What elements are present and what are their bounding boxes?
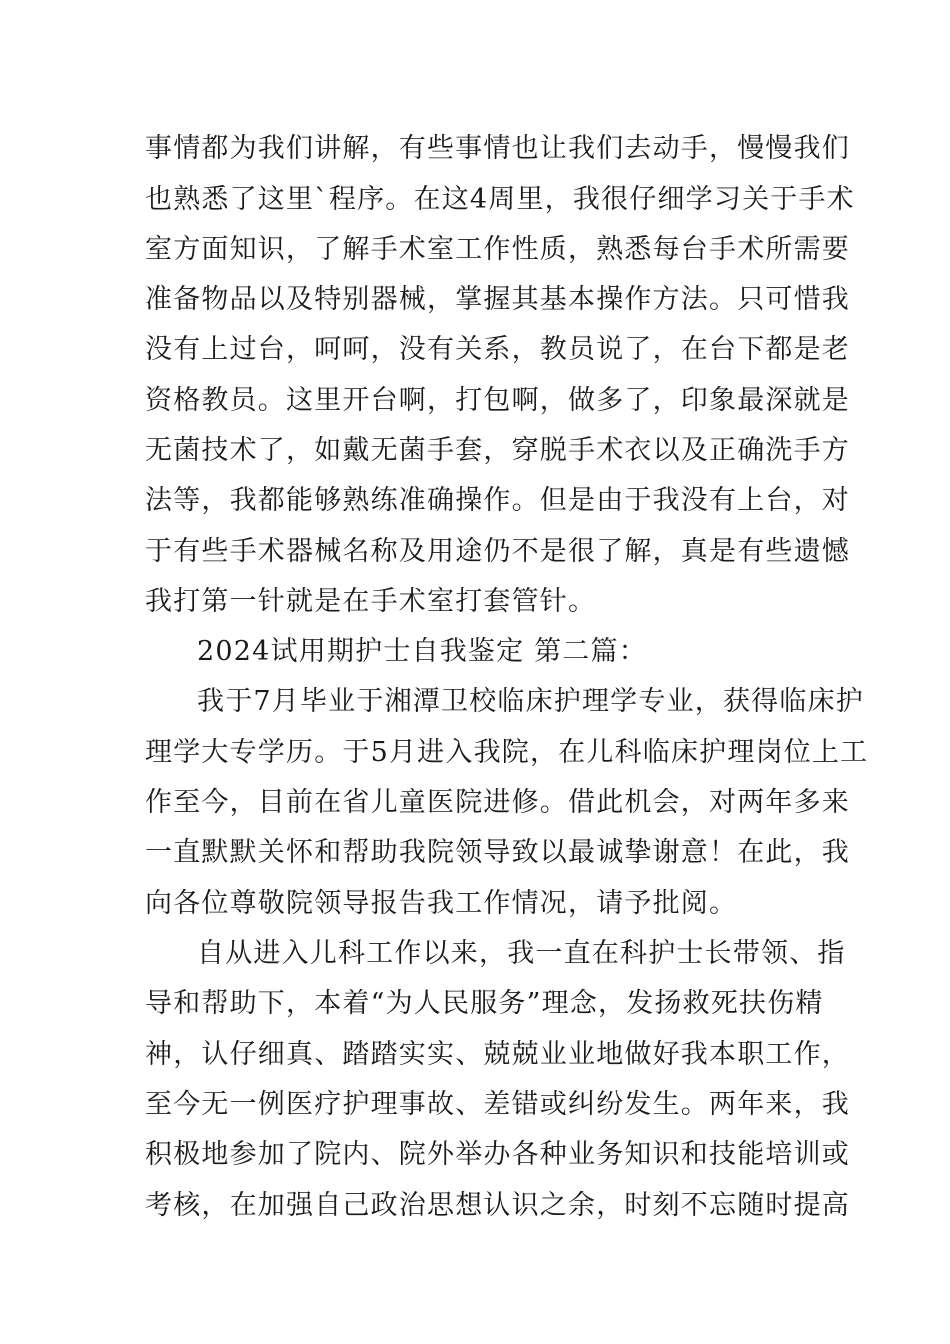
text-line: 积极地参加了院内、院外举办各种业务知识和技能培训或 xyxy=(145,1139,850,1170)
text-line: 准备物品以及特别器械，掌握其基本操作方法。只可惜我 xyxy=(145,284,850,315)
text-line: 神，认仔细真、踏踏实实、兢兢业业地做好我本职工作， xyxy=(145,1039,850,1070)
text-line: 我于7月毕业于湘潭卫校临床护理学专业，获得临床护 xyxy=(197,686,864,717)
section-heading: 2024试用期护士自我鉴定 第二篇： xyxy=(197,636,647,667)
text-line: 自从进入儿科工作以来，我一直在科护士长带领、指 xyxy=(197,938,846,969)
text-line: 资格教员。这里开台啊，打包啊，做多了，印象最深就是 xyxy=(145,385,850,416)
text-line: 法等，我都能够熟练准确操作。但是由于我没有上台，对 xyxy=(145,485,850,516)
text-line: 作至今，目前在省儿童医院进修。借此机会，对两年多来 xyxy=(145,787,850,818)
text-line: 于有些手术器械名称及用途仍不是很了解，真是有些遗憾 xyxy=(145,536,850,567)
text-line: 也熟悉了这里`程序。在这4周里，我很仔细学习关于手术 xyxy=(145,184,855,215)
text-line: 考核，在加强自己政治思想认识之余，时刻不忘随时提高 xyxy=(145,1190,850,1221)
text-line: 没有上过台，呵呵，没有关系，教员说了，在台下都是老 xyxy=(145,334,850,365)
text-line: 理学大专学历。于5月进入我院，在儿科临床护理岗位上工 xyxy=(145,737,869,768)
text-line: 室方面知识，了解手术室工作性质，熟悉每台手术所需要 xyxy=(145,234,850,265)
text-line: 导和帮助下，本着“为人民服务”理念，发扬救死扶伤精 xyxy=(145,988,824,1019)
text-line: 一直默默关怀和帮助我院领导致以最诚挚谢意！在此，我 xyxy=(145,837,850,868)
text-line: 向各位尊敬院领导报告我工作情况，请予批阅。 xyxy=(145,888,738,919)
text-line: 至今无一例医疗护理事故、差错或纠纷发生。两年来，我 xyxy=(145,1089,850,1120)
text-line: 无菌技术了，如戴无菌手套，穿脱手术衣以及正确洗手方 xyxy=(145,435,850,466)
text-line: 事情都为我们讲解，有些事情也让我们去动手，慢慢我们 xyxy=(145,133,850,164)
text-line: 我打第一针就是在手术室打套管针。 xyxy=(145,586,597,617)
